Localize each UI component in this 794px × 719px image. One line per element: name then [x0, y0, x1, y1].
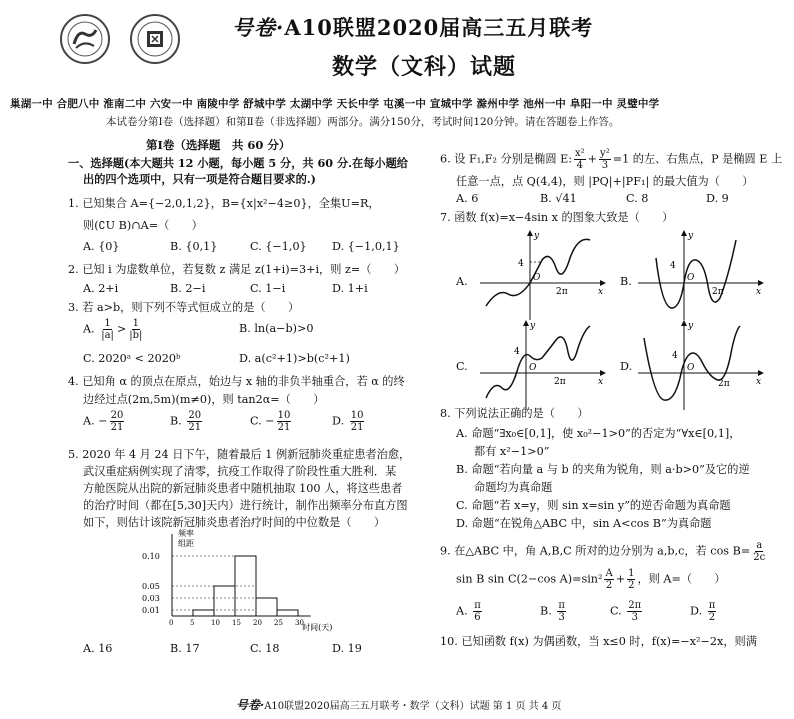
q7-graph-label-a: A.: [456, 275, 468, 288]
q3-option-d: D. a(c²+1)>b(c²+1): [239, 352, 350, 365]
q8-option-c: C. 命题“若 x=y，则 sin x=sin y”的逆否命题为真命题: [456, 499, 731, 512]
q1-option-b: B. {0,1}: [170, 240, 218, 253]
q8-stem: 8. 下列说法正确的是（ ）: [440, 407, 589, 420]
q5-option-a: A. 16: [83, 642, 113, 655]
q2-option-d: D. 1+i: [332, 282, 368, 295]
q9-option-b: B. $\frac{\pi}{3}$: [540, 600, 565, 623]
q7-graph-label-d: D.: [620, 360, 633, 373]
q7-graph-c: [478, 318, 608, 413]
q3-option-c: C. 2020ᵃ < 2020ᵇ: [83, 352, 181, 365]
q7-graph-label-c: C.: [456, 360, 468, 373]
svg-text:4: 4: [670, 261, 676, 271]
svg-text:y: y: [688, 231, 694, 241]
section-intro-line-1: 一、选择题(本大题共 12 小题，每小题 5 分，共 60 分.在每小题给: [68, 156, 408, 170]
histogram-x-label: 时间(天): [302, 623, 333, 632]
svg-text:4: 4: [514, 347, 520, 357]
seal-emblem-icon: [132, 16, 178, 62]
origin-label: O: [533, 273, 541, 283]
q1-stem-line-1: 1. 已知集合 A={−2,0,1,2}，B={x|x²−4≥0}，全集U=R，: [68, 197, 380, 210]
histogram-x-tick: 10: [211, 619, 220, 627]
q5-stem-line-2: 武汉重症病例实现了清零，抗疫工作取得了阶段性重大胜利．某: [83, 465, 397, 478]
q6-option-c: C. 8: [626, 192, 649, 205]
q4-option-b: B. $\frac{20}{21}$: [170, 410, 202, 433]
q7-stem: 7. 函数 f(x)=x−4sin x 的图象大致是（ ）: [440, 211, 674, 224]
q6-option-a: A. 6: [456, 192, 479, 205]
fraction: $\frac{1}{|b|}$: [129, 318, 143, 341]
y-tick-label: 4: [518, 259, 524, 269]
histogram-x-tick: 15: [232, 619, 241, 627]
q4-option-d: D. $\frac{10}{21}$: [332, 410, 364, 433]
histogram-bar: [214, 586, 235, 616]
q4-stem-line-1: 4. 已知角 α 的顶点在原点，始边与 x 轴的非负半轴重合，若 α 的终: [68, 375, 405, 388]
q8-option-b-line-1: B. 命题“若向量 a 与 b 的夹角为锐角，则 a·b>0”及它的逆: [456, 463, 750, 476]
q6-option-b: B. √41: [540, 192, 577, 205]
q3-stem: 3. 若 a>b，则下列不等式恒成立的是（ ）: [68, 301, 300, 314]
footer-brand: 号卷·: [236, 698, 265, 712]
histogram-y-tick: 0.01: [142, 606, 160, 615]
q3-option-b: B. ln(a−b)>0: [239, 322, 314, 335]
q4-option-c: C. − $\frac{10}{21}$: [250, 410, 291, 433]
footer-text: A10联盟2020届高三五月联考・数学（文科）试题 第 1 页 共 4 页: [264, 701, 562, 712]
brand-logo-text: 号卷·: [232, 15, 285, 40]
q8-option-a-line-1: A. 命题“∃x₀∈[0,1]，使 x₀²−1>0”的否定为“∀x∈[0,1]，: [456, 427, 741, 440]
svg-text:4: 4: [672, 351, 678, 361]
q2-stem: 2. 已知 i 为虚数单位，若复数 z 满足 z(1+i)=3+i，则 z=（ ）: [68, 263, 406, 276]
q6-stem-line-2: 任意一点，点 Q(4,4)，则 |PQ|+|PF₁| 的最大值为（ ）: [456, 175, 754, 188]
q8-option-b-line-2: 命题均为真命题: [474, 481, 553, 494]
histogram-x-tick: 0: [169, 619, 174, 627]
q1-option-a: A. {0}: [83, 240, 120, 253]
svg-text:x: x: [756, 377, 762, 387]
q5-option-c: C. 18: [250, 642, 280, 655]
histogram-y-tick: 0.10: [142, 552, 160, 561]
seal-emblem-icon: [62, 16, 108, 62]
q1-option-c: C. {−1,0}: [250, 240, 307, 253]
q1-option-d: D. {−1,0,1}: [332, 240, 400, 253]
x-tick-label: 2π: [556, 287, 568, 297]
q5-stem-line-3: 方舱医院从出院的新冠肺炎患者中随机抽取 100 人，将这些患者: [83, 482, 403, 495]
q8-option-d: D. 命题“在锐角△ABC 中，sin A<cos B”为真命题: [456, 517, 712, 530]
histogram-y-tick: 0.05: [142, 582, 160, 591]
x-axis-label: x: [598, 287, 604, 297]
section-intro-line-2: 出的四个选项中，只有一项是符合题目要求的.): [83, 172, 316, 186]
q2-option-b: B. 2−i: [170, 282, 206, 295]
histogram-bar: [256, 598, 277, 616]
school-list: 巢湖一中 合肥八中 淮南二中 六安一中 南陵中学 舒城中学 太湖中学 天长中学 屯溪一中 宣城中学 滁州中学 池州一中 阜阳一中 灵璧中学: [10, 98, 660, 110]
q8-option-a-line-2: 都有 x²−1>0”: [474, 445, 550, 458]
histogram-bar: [277, 610, 298, 616]
q5-stem-line-4: 的治疗时间（都在[5,30]天内）进行统计，制作出频率分布直方图: [83, 499, 408, 512]
svg-text:2π: 2π: [718, 379, 730, 389]
exam-title: A10联盟2020届高三五月联考: [284, 15, 594, 40]
q1-stem-line-2: 则(∁U B)∩A=（ ）: [83, 219, 203, 232]
q7-graph-a: [478, 228, 608, 323]
frequency-histogram: [130, 528, 333, 638]
histogram-y-tick: 0.03: [142, 594, 160, 603]
svg-text:y: y: [530, 321, 536, 331]
q9-option-c: C. $\frac{2\pi}{3}$: [610, 600, 642, 623]
y-axis-label: y: [534, 231, 540, 241]
svg-text:O: O: [529, 363, 537, 373]
q4-option-a: A. − $\frac{20}{21}$: [83, 410, 124, 433]
page-footer: [236, 696, 561, 713]
q3-option-a: A. $\frac{1}{|a|}$ > $\frac{1}{|b|}$: [83, 318, 143, 341]
histogram-y-label-bottom: 组距: [178, 539, 194, 548]
histogram-y-label-top: 频率: [178, 529, 194, 538]
q7-graph-d: [636, 318, 766, 413]
q7-graph-b: [636, 228, 766, 323]
q7-graph-label-b: B.: [620, 275, 632, 288]
header-title-row: [232, 12, 593, 42]
svg-text:2π: 2π: [554, 377, 566, 387]
histogram-x-tick: 20: [253, 619, 262, 627]
svg-text:x: x: [756, 287, 762, 297]
q5-option-d: D. 19: [332, 642, 362, 655]
svg-text:O: O: [687, 363, 695, 373]
q2-option-c: C. 1−i: [250, 282, 286, 295]
svg-text:y: y: [688, 321, 694, 331]
q9-option-a: A. $\frac{\pi}{6}$: [456, 600, 481, 623]
exam-notice: 本试卷分第Ⅰ卷（选择题）和第Ⅱ卷（非选择题）两部分。满分150分，考试时间120分钟。请在答题卷上作答。: [106, 116, 620, 128]
q9-option-d: D. $\frac{\pi}{2}$: [690, 600, 716, 623]
q6-option-d: D. 9: [706, 192, 729, 205]
q9-stem-line-2: sin B sin C(2−cos A)=sin² $\frac{A}{2}$ + $\frac{1}{2}$ ，则 A=（ ）: [456, 568, 726, 591]
svg-text:O: O: [687, 273, 695, 283]
q5-stem-line-1: 5. 2020 年 4 月 24 日下午，随着最后 1 例新冠肺炎重症患者治愈，: [68, 448, 411, 461]
histogram-x-tick: 25: [274, 619, 283, 627]
q10-stem-line-1: 10. 已知函数 f(x) 为偶函数，当 x≤0 时，f(x)=−x²−2x，则满: [440, 635, 757, 648]
q2-option-a: A. 2+i: [83, 282, 119, 295]
q5-option-b: B. 17: [170, 642, 200, 655]
exam-subtitle: 数学（文科）试题: [332, 54, 517, 80]
school-seal-right: [130, 14, 180, 64]
histogram-bar: [193, 610, 214, 616]
q5-stem-line-5: 如下，则估计该院新冠肺炎患者治疗时间的中位数是（ ）: [83, 516, 386, 529]
school-seal-left: [60, 14, 110, 64]
svg-text:2π: 2π: [712, 287, 724, 297]
q4-stem-line-2: 边经过点(2m,5m)(m≠0)，则 tan2α=（ ）: [83, 393, 325, 406]
svg-text:x: x: [598, 377, 604, 387]
histogram-x-tick: 30: [295, 619, 304, 627]
q6-stem-line-1: 6. 设 F₁,F₂ 分别是椭圆 E: $\frac{\text{x²}}{4}$ + $\frac{\text{y²}}{3}$ =1 的左、右焦点，P 是椭圆 E 上: [440, 148, 783, 171]
histogram-x-tick: 5: [190, 619, 195, 627]
q9-stem-line-1: 9. 在△ABC 中，角 A,B,C 所对的边分别为 a,b,c，若 cos B= $\frac{a}{2c}$: [440, 540, 766, 563]
part-one-heading: 第Ⅰ卷（选择题 共 60 分）: [146, 138, 291, 152]
fraction: $\frac{1}{|a|}$: [101, 318, 114, 341]
